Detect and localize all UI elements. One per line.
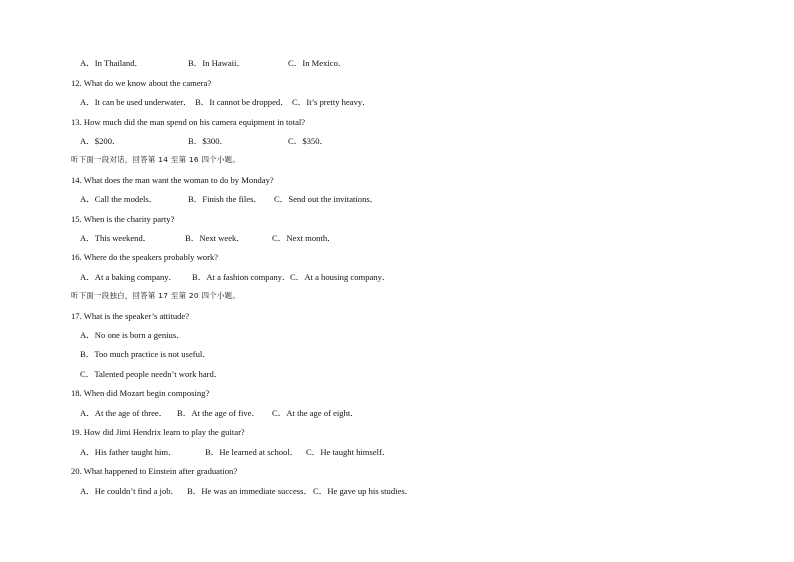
question-14: 14. What does the man want the woman to do by Monday? [71,175,274,185]
question-16: 16. Where do the speakers probably work? [71,252,219,262]
option-b: B．Too much practice is not useful． [80,349,211,359]
option-c: C．Next month． [272,233,336,243]
question-15: 15. When is the charity party? [71,214,175,224]
options-row-17b [0,347,794,361]
option-b: B．Finish the files． [188,194,263,204]
option-a: A．$200． [80,136,121,146]
section-instruction: 听下面一段独白，回答第 17 至第 20 四个小题。 [71,291,241,300]
option-b: B．It cannot be dropped． [195,97,289,107]
question-12: 12. What do we know about the camera? [71,78,212,88]
option-c: C．He taught himself． [306,447,391,457]
options-row-15 [0,231,794,245]
question-13: 13. How much did the man spend on his camera equipment in total? [71,117,306,127]
option-b: B．Next week． [185,233,245,243]
option-c: C．Talented people needn’t work hard． [80,369,223,379]
option-b: B．He was an immediate success． [187,486,313,496]
option-c: C．Send out the invitations． [274,194,379,204]
option-b: B．He learned at school． [205,447,299,457]
options-row-16 [0,270,794,284]
options-row-14 [0,192,794,206]
option-c: C．In Mexico． [288,58,347,68]
option-c: C．At a housing company． [290,272,391,282]
option-a: A．No one is born a genius． [80,330,185,340]
option-c: C．It’s pretty heavy． [292,97,371,107]
question-20: 20. What happened to Einstein after graduation? [71,466,238,476]
options-row-19 [0,445,794,459]
question-18: 18. When did Mozart begin composing? [71,388,210,398]
section-instruction: 听下面一段对话，回答第 14 至第 16 四个小题。 [71,155,241,164]
options-row-12 [0,95,794,109]
option-c: C．He gave up his studies． [313,486,414,496]
option-b: B．At a fashion company． [192,272,291,282]
options-row-18 [0,406,794,420]
option-a: A．This weekend． [80,233,152,243]
question-19: 19. How did Jimi Hendrix learn to play the guitar? [71,427,245,437]
option-c: C．$350． [288,136,329,146]
option-a: A．He couldn’t find a job． [80,486,180,496]
option-b: B．$300． [188,136,229,146]
question-17: 17. What is the speaker’s attitude? [71,311,190,321]
options-row-20 [0,484,794,498]
options-row-13 [0,134,794,148]
option-a: A．His father taught him． [80,447,177,457]
option-a: A．At a baking company． [80,272,178,282]
option-c: C．At the age of eight． [272,408,359,418]
option-b: B．At the age of five． [177,408,261,418]
option-a: A．It can be used underwater． [80,97,192,107]
option-a: A．In Thailand． [80,58,144,68]
option-a: A．Call the models． [80,194,158,204]
options-row-17c [0,367,794,381]
option-a: A．At the age of three． [80,408,168,418]
options-row-17a [0,328,794,342]
option-b: B．In Hawaii． [188,58,246,68]
options-row-11 [0,56,794,70]
